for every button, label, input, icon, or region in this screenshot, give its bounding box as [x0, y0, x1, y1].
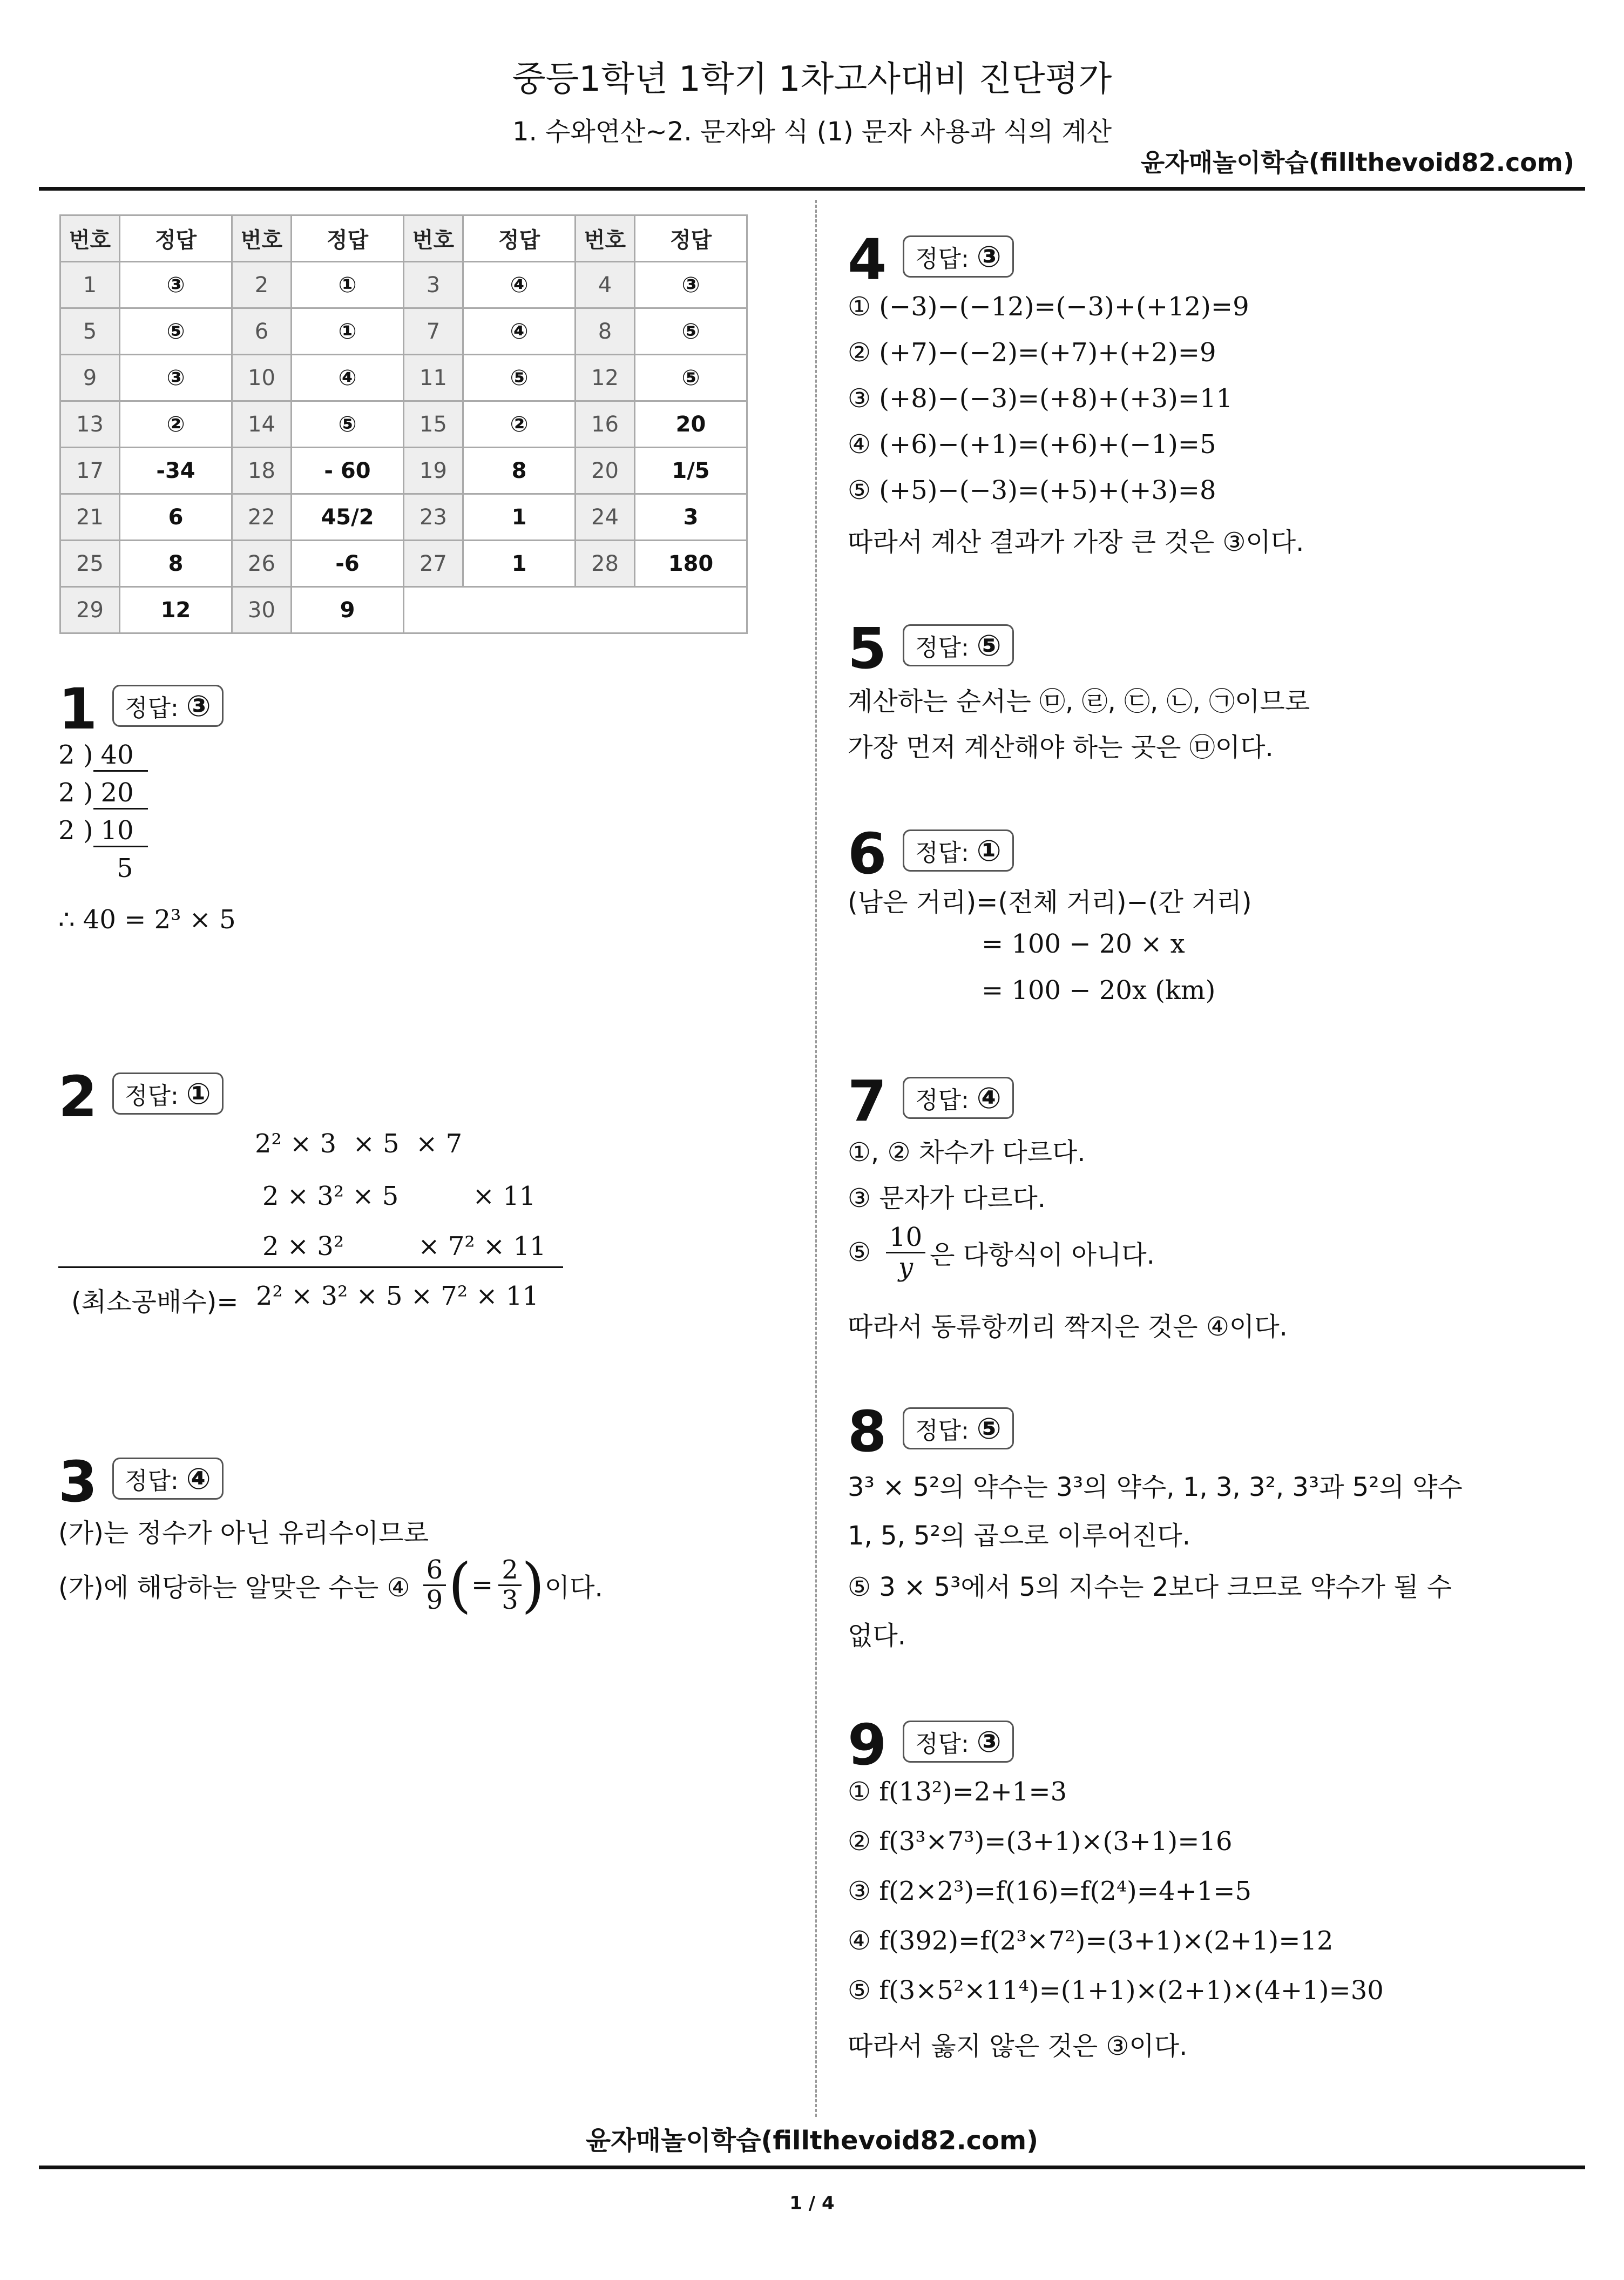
- factor-row: 2 × 3² × 7² × 11: [262, 1231, 546, 1262]
- calc-line: ⑤ (+5)−(−3)=(+5)+(+3)=8: [848, 475, 1216, 505]
- table-header-ans: 정답: [120, 215, 232, 262]
- badge-label: 정답:: [915, 245, 969, 273]
- table-cell-num: 10: [232, 355, 292, 401]
- explanation-line: 3³ × 5²의 약수는 3³의 약수, 1, 3, 3², 3³과 5²의 약수: [848, 1472, 1463, 1502]
- table-header-num: 번호: [404, 215, 463, 262]
- calc-line: ① f(13²)=2+1=3: [848, 1777, 1067, 1807]
- answer-badge: [112, 1072, 224, 1115]
- table-cell-num: 12: [576, 355, 635, 401]
- table-cell-ans: ③: [120, 355, 232, 401]
- table-cell-num: 5: [60, 308, 120, 355]
- calc-line: ④ f(392)=f(2³×7²)=(3+1)×(2+1)=12: [848, 1926, 1334, 1956]
- table-cell-num: 6: [232, 308, 292, 355]
- table-cell-num: 16: [576, 401, 635, 448]
- left-paren: (: [448, 1550, 472, 1620]
- table-cell-num: 25: [60, 541, 120, 587]
- page-number: 1 / 4: [789, 2193, 835, 2214]
- explanation-line: [848, 1223, 1155, 1282]
- table-cell-ans: 1: [463, 541, 576, 587]
- table-cell-num: 17: [60, 448, 120, 494]
- dividend: 10: [93, 815, 148, 847]
- page-title: 중등1학년 1학기 1차고사대비 진단평가: [512, 59, 1112, 99]
- badge-label: 정답:: [915, 1417, 969, 1445]
- badge-answer: ③: [976, 240, 1002, 274]
- table-cell-ans: 1/5: [635, 448, 747, 494]
- division-step: [58, 740, 148, 770]
- badge-answer: ①: [186, 1077, 211, 1111]
- table-cell-ans: ⑤: [635, 308, 747, 355]
- fraction: [498, 1556, 522, 1615]
- dividend: 40: [93, 740, 148, 772]
- table-cell-num: 13: [60, 401, 120, 448]
- factorization-result: ∴ 40 = 2³ × 5: [58, 905, 236, 935]
- calc-line: ② f(3³×7³)=(3+1)×(3+1)=16: [848, 1826, 1233, 1857]
- answer-table: [59, 214, 748, 634]
- division-step: [58, 778, 148, 808]
- table-cell-ans: 3: [635, 494, 747, 541]
- badge-answer: ④: [186, 1462, 211, 1496]
- denominator: y: [898, 1252, 914, 1283]
- calc-line: ② (+7)−(−2)=(+7)+(+2)=9: [848, 338, 1216, 368]
- calc-line: ③ f(2×2³)=f(16)=f(2⁴)=4+1=5: [848, 1876, 1252, 1906]
- question-number: 6: [848, 821, 887, 887]
- header-rule: [39, 187, 1585, 191]
- calc-line: = 100 − 20 × x: [982, 929, 1185, 959]
- divisor: 2 ): [58, 740, 93, 770]
- explanation-text: 은 다항식이 아니다.: [930, 1239, 1155, 1270]
- site-name: 윤자매놀이학습(fillthevoid82.com): [1140, 148, 1574, 177]
- table-row: [60, 541, 747, 587]
- explanation-line: [58, 1550, 603, 1620]
- table-cell-ans: 1: [463, 494, 576, 541]
- numerator: 2: [498, 1556, 522, 1586]
- badge-label: 정답:: [125, 1082, 179, 1110]
- quotient: 5: [117, 853, 133, 883]
- dividend: 20: [93, 778, 148, 810]
- table-cell-ans: ⑤: [292, 401, 404, 448]
- answer-badge: [903, 1721, 1014, 1763]
- sum-rule: [58, 1266, 563, 1268]
- table-cell-num: 8: [576, 308, 635, 355]
- explanation-text: 이다.: [544, 1572, 603, 1603]
- table-row: [60, 262, 747, 308]
- fraction: [886, 1223, 925, 1282]
- table-empty-cell: [404, 587, 747, 633]
- table-cell-ans: 8: [463, 448, 576, 494]
- equals-sign: =: [471, 1570, 493, 1600]
- table-cell-num: 1: [60, 262, 120, 308]
- table-header-num: 번호: [60, 215, 120, 262]
- explanation-text: ⑤: [848, 1237, 871, 1268]
- table-row: [60, 587, 747, 633]
- divisor: 2 ): [58, 815, 93, 846]
- column-divider: [815, 200, 817, 2117]
- footer-rule: [39, 2166, 1585, 2169]
- table-cell-num: 24: [576, 494, 635, 541]
- table-cell-num: 9: [60, 355, 120, 401]
- badge-label: 정답:: [125, 1467, 179, 1495]
- conclusion: 따라서 동류항끼리 짝지은 것은 ④이다.: [848, 1312, 1288, 1342]
- answer-badge: [903, 1407, 1014, 1449]
- question-number: 8: [848, 1399, 887, 1465]
- explanation-line: 가장 먼저 계산해야 하는 곳은 ㉤이다.: [848, 732, 1274, 763]
- table-cell-num: 14: [232, 401, 292, 448]
- calc-line: ① (−3)−(−12)=(−3)+(+12)=9: [848, 292, 1249, 322]
- explanation-line: (가)는 정수가 아닌 유리수이므로: [58, 1518, 429, 1548]
- table-cell-num: 18: [232, 448, 292, 494]
- explanation-line: ⑤ 3 × 5³에서 5의 지수는 2보다 크므로 약수가 될 수: [848, 1572, 1452, 1602]
- table-cell-ans: 12: [120, 587, 232, 633]
- table-cell-ans: ③: [120, 262, 232, 308]
- answer-badge: [112, 685, 224, 727]
- answer-badge: [112, 1458, 224, 1500]
- table-cell-num: 2: [232, 262, 292, 308]
- right-paren: ): [521, 1550, 545, 1620]
- table-cell-ans: ①: [292, 308, 404, 355]
- question-number: 1: [58, 676, 98, 742]
- table-cell-ans: ⑤: [463, 355, 576, 401]
- table-cell-ans: ②: [120, 401, 232, 448]
- question-number: 4: [848, 227, 887, 293]
- page-subtitle: 1. 수와연산~2. 문자와 식 (1) 문자 사용과 식의 계산: [512, 117, 1112, 147]
- table-cell-ans: ①: [292, 262, 404, 308]
- table-cell-ans: ④: [292, 355, 404, 401]
- question-number: 9: [848, 1712, 887, 1778]
- answer-badge: [903, 1077, 1014, 1119]
- badge-label: 정답:: [915, 839, 969, 867]
- badge-label: 정답:: [915, 634, 969, 662]
- division-step: [58, 815, 148, 846]
- lcm-label: (최소공배수)=: [71, 1287, 239, 1317]
- table-cell-num: 22: [232, 494, 292, 541]
- table-cell-num: 20: [576, 448, 635, 494]
- denominator: 3: [502, 1584, 518, 1615]
- table-cell-ans: -34: [120, 448, 232, 494]
- table-cell-num: 3: [404, 262, 463, 308]
- calc-line: ⑤ f(3×5²×11⁴)=(1+1)×(2+1)×(4+1)=30: [848, 1975, 1384, 2006]
- badge-label: 정답:: [915, 1730, 969, 1758]
- badge-answer: ③: [976, 1725, 1002, 1759]
- question-number: 3: [58, 1449, 98, 1515]
- footer-site: 윤자매놀이학습(fillthevoid82.com): [585, 2126, 1039, 2156]
- table-header-ans: 정답: [635, 215, 747, 262]
- explanation-line: 1, 5, 5²의 곱으로 이루어진다.: [848, 1521, 1190, 1551]
- badge-label: 정답:: [125, 694, 179, 722]
- explanation-line: (남은 거리)=(전체 거리)−(간 거리): [848, 887, 1252, 918]
- numerator: 6: [423, 1556, 446, 1586]
- badge-answer: ⑤: [976, 629, 1002, 663]
- table-cell-ans: -6: [292, 541, 404, 587]
- table-cell-ans: 6: [120, 494, 232, 541]
- table-cell-num: 30: [232, 587, 292, 633]
- badge-label: 정답:: [915, 1087, 969, 1114]
- table-cell-ans: 45/2: [292, 494, 404, 541]
- table-cell-num: 11: [404, 355, 463, 401]
- table-cell-ans: 20: [635, 401, 747, 448]
- table-cell-ans: - 60: [292, 448, 404, 494]
- table-cell-ans: 8: [120, 541, 232, 587]
- table-row: [60, 308, 747, 355]
- answer-badge: [903, 829, 1014, 872]
- divisor: 2 ): [58, 778, 93, 808]
- fraction: [423, 1556, 446, 1615]
- table-cell-num: 23: [404, 494, 463, 541]
- explanation-line: 없다.: [848, 1621, 906, 1651]
- explanation-text: (가)에 해당하는 알맞은 수는 ④: [58, 1572, 410, 1603]
- table-row: [60, 448, 747, 494]
- table-cell-num: 21: [60, 494, 120, 541]
- table-cell-ans: ④: [463, 308, 576, 355]
- factor-row: 2² × 3 × 5 × 7: [255, 1129, 463, 1159]
- conclusion: 따라서 옳지 않은 것은 ③이다.: [848, 2031, 1188, 2061]
- table-cell-num: 27: [404, 541, 463, 587]
- denominator: 9: [426, 1584, 443, 1615]
- table-cell-num: 4: [576, 262, 635, 308]
- conclusion: 따라서 계산 결과가 가장 큰 것은 ③이다.: [848, 527, 1304, 557]
- explanation-line: ①, ② 차수가 다르다.: [848, 1137, 1086, 1168]
- table-cell-num: 19: [404, 448, 463, 494]
- answer-badge: [903, 624, 1014, 666]
- calc-line: = 100 − 20x (km): [982, 975, 1216, 1006]
- table-cell-ans: 9: [292, 587, 404, 633]
- calc-line: ④ (+6)−(+1)=(+6)+(−1)=5: [848, 429, 1216, 460]
- table-row: [60, 401, 747, 448]
- table-header-ans: 정답: [463, 215, 576, 262]
- table-header-num: 번호: [232, 215, 292, 262]
- table-cell-num: 15: [404, 401, 463, 448]
- question-number: 7: [848, 1068, 887, 1134]
- badge-answer: ④: [976, 1081, 1002, 1115]
- table-cell-num: 28: [576, 541, 635, 587]
- table-cell-ans: ⑤: [635, 355, 747, 401]
- table-cell-num: 29: [60, 587, 120, 633]
- calc-line: ③ (+8)−(−3)=(+8)+(+3)=11: [848, 383, 1233, 414]
- table-cell-num: 7: [404, 308, 463, 355]
- table-cell-ans: 180: [635, 541, 747, 587]
- table-cell-ans: ②: [463, 401, 576, 448]
- badge-answer: ③: [186, 689, 211, 723]
- table-header-num: 번호: [576, 215, 635, 262]
- badge-answer: ⑤: [976, 1412, 1002, 1446]
- table-cell-ans: ③: [635, 262, 747, 308]
- numerator: 10: [886, 1223, 925, 1253]
- table-row: [60, 494, 747, 541]
- explanation-line: ③ 문자가 다르다.: [848, 1183, 1046, 1213]
- table-cell-num: 26: [232, 541, 292, 587]
- answer-badge: [903, 235, 1014, 278]
- badge-answer: ①: [976, 834, 1002, 868]
- factor-row: 2 × 3² × 5 × 11: [262, 1181, 536, 1211]
- explanation-line: 계산하는 순서는 ㉤, ㉣, ㉢, ㉡, ㉠이므로: [848, 686, 1310, 717]
- table-cell-ans: ⑤: [120, 308, 232, 355]
- lcm-result: 2² × 3² × 5 × 7² × 11: [256, 1281, 539, 1311]
- table-header-ans: 정답: [292, 215, 404, 262]
- table-cell-ans: ④: [463, 262, 576, 308]
- question-number: 5: [848, 616, 887, 682]
- table-row: [60, 355, 747, 401]
- question-number: 2: [58, 1064, 98, 1130]
- table-header-row: [60, 215, 747, 262]
